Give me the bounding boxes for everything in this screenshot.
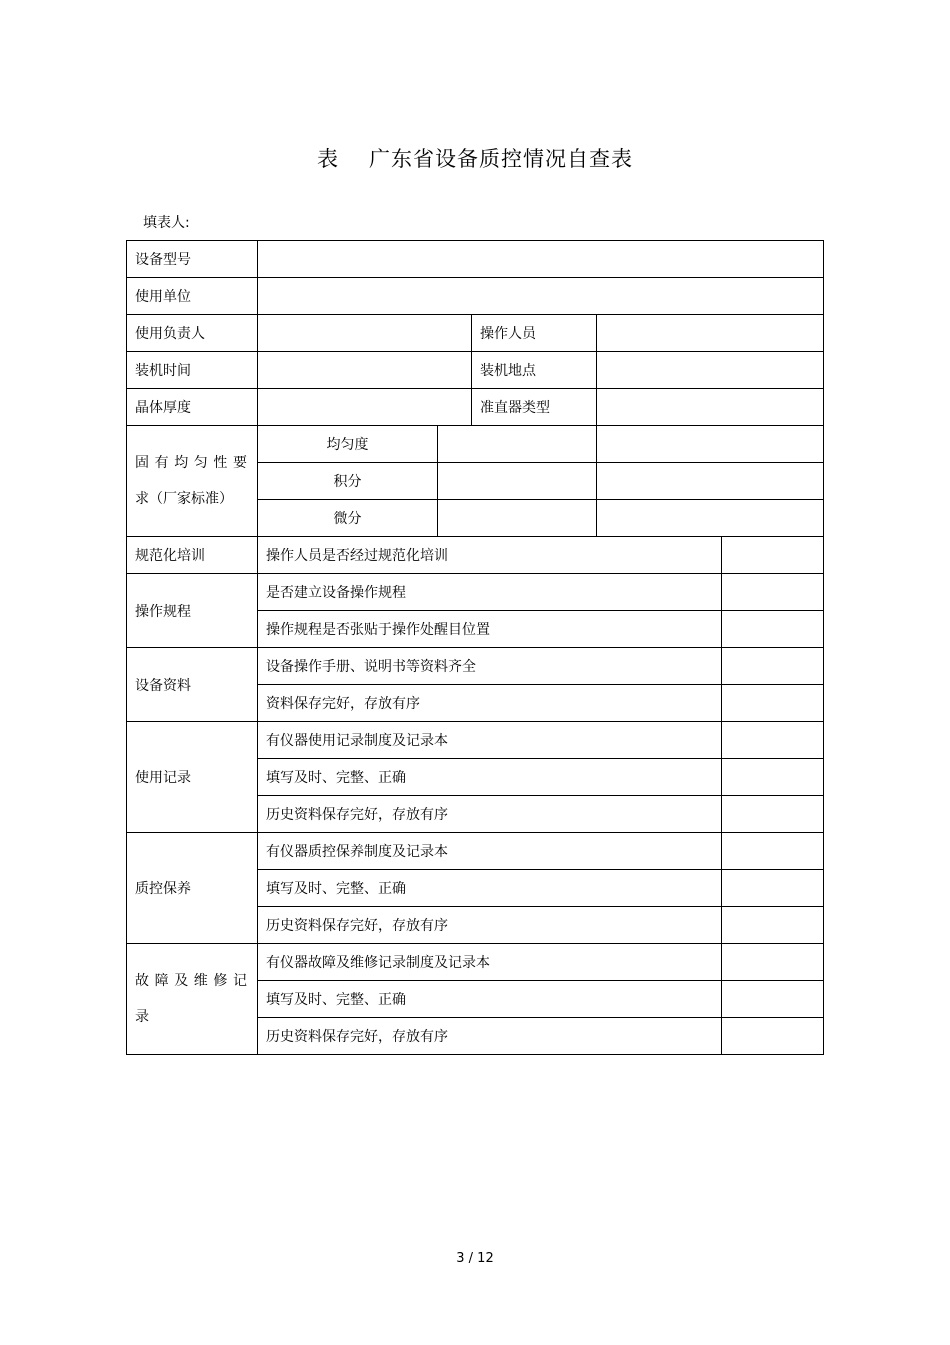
value-uniformity-2[interactable] [597, 426, 824, 463]
question-usage-3: 历史资料保存完好，存放有序 [258, 796, 722, 833]
value-model[interactable] [258, 241, 824, 278]
label-qc-maintenance: 质控保养 [127, 833, 258, 944]
label-operator: 操作人员 [472, 315, 597, 352]
table-row [127, 833, 824, 870]
answer-usage-1[interactable] [722, 722, 824, 759]
value-collimator-type[interactable] [597, 389, 824, 426]
question-documents-2: 资料保存完好，存放有序 [258, 685, 722, 722]
label-model: 设备型号 [127, 241, 258, 278]
table-row [127, 389, 824, 426]
answer-fault-1[interactable] [722, 944, 824, 981]
answer-usage-2[interactable] [722, 759, 824, 796]
question-procedures-1: 是否建立设备操作规程 [258, 574, 722, 611]
value-integral-1[interactable] [438, 463, 597, 500]
answer-documents-2[interactable] [722, 685, 824, 722]
answer-fault-3[interactable] [722, 1018, 824, 1055]
title-prefix: 表 [317, 147, 339, 171]
label-fault-maintenance [127, 944, 258, 1055]
self-check-table [126, 240, 824, 1055]
label-person-in-charge: 使用负责人 [127, 315, 258, 352]
value-differential-1[interactable] [438, 500, 597, 537]
answer-qc-2[interactable] [722, 870, 824, 907]
answer-training-1[interactable] [722, 537, 824, 574]
question-fault-3: 历史资料保存完好，存放有序 [258, 1018, 722, 1055]
label-crystal-thickness: 晶体厚度 [127, 389, 258, 426]
fault-line1: 故障及维修记 [135, 973, 247, 989]
value-operator[interactable] [597, 315, 824, 352]
value-differential-2[interactable] [597, 500, 824, 537]
table-row [127, 722, 824, 759]
value-install-place[interactable] [597, 352, 824, 389]
label-integral: 积分 [258, 463, 438, 500]
label-unit: 使用单位 [127, 278, 258, 315]
answer-qc-1[interactable] [722, 833, 824, 870]
question-qc-3: 历史资料保存完好，存放有序 [258, 907, 722, 944]
question-usage-2: 填写及时、完整、正确 [258, 759, 722, 796]
table-row [127, 574, 824, 611]
label-install-time: 装机时间 [127, 352, 258, 389]
label-install-place: 装机地点 [472, 352, 597, 389]
label-uniformity-requirement [127, 426, 258, 537]
label-documents: 设备资料 [127, 648, 258, 722]
label-differential: 微分 [258, 500, 438, 537]
question-qc-2: 填写及时、完整、正确 [258, 870, 722, 907]
label-collimator-type: 准直器类型 [472, 389, 597, 426]
uniformity-req-line1: 固有均匀性要 [135, 455, 247, 471]
label-training: 规范化培训 [127, 537, 258, 574]
answer-procedures-1[interactable] [722, 574, 824, 611]
page-title [0, 143, 950, 173]
question-qc-1: 有仪器质控保养制度及记录本 [258, 833, 722, 870]
value-person-in-charge[interactable] [258, 315, 472, 352]
question-documents-1: 设备操作手册、说明书等资料齐全 [258, 648, 722, 685]
answer-procedures-2[interactable] [722, 611, 824, 648]
table-row [127, 944, 824, 981]
value-crystal-thickness[interactable] [258, 389, 472, 426]
value-unit[interactable] [258, 278, 824, 315]
table-row [127, 537, 824, 574]
label-uniformity: 均匀度 [258, 426, 438, 463]
table-row [127, 278, 824, 315]
question-usage-1: 有仪器使用记录制度及记录本 [258, 722, 722, 759]
filler-label: 填表人: [143, 215, 190, 231]
question-fault-1: 有仪器故障及维修记录制度及记录本 [258, 944, 722, 981]
table-row [127, 315, 824, 352]
table-row [127, 352, 824, 389]
table-row [127, 426, 824, 463]
answer-usage-3[interactable] [722, 796, 824, 833]
table-row [127, 648, 824, 685]
page-number: 3 / 12 [456, 1251, 494, 1266]
value-uniformity-1[interactable] [438, 426, 597, 463]
title-main: 广东省设备质控情况自查表 [369, 147, 633, 171]
label-usage-records: 使用记录 [127, 722, 258, 833]
table-row [127, 241, 824, 278]
question-training-1: 操作人员是否经过规范化培训 [258, 537, 722, 574]
label-procedures: 操作规程 [127, 574, 258, 648]
question-procedures-2: 操作规程是否张贴于操作处醒目位置 [258, 611, 722, 648]
question-fault-2: 填写及时、完整、正确 [258, 981, 722, 1018]
fault-line2: 录 [135, 1009, 149, 1025]
answer-qc-3[interactable] [722, 907, 824, 944]
value-integral-2[interactable] [597, 463, 824, 500]
uniformity-req-line2: 求（厂家标准） [135, 491, 233, 507]
answer-fault-2[interactable] [722, 981, 824, 1018]
answer-documents-1[interactable] [722, 648, 824, 685]
value-install-time[interactable] [258, 352, 472, 389]
